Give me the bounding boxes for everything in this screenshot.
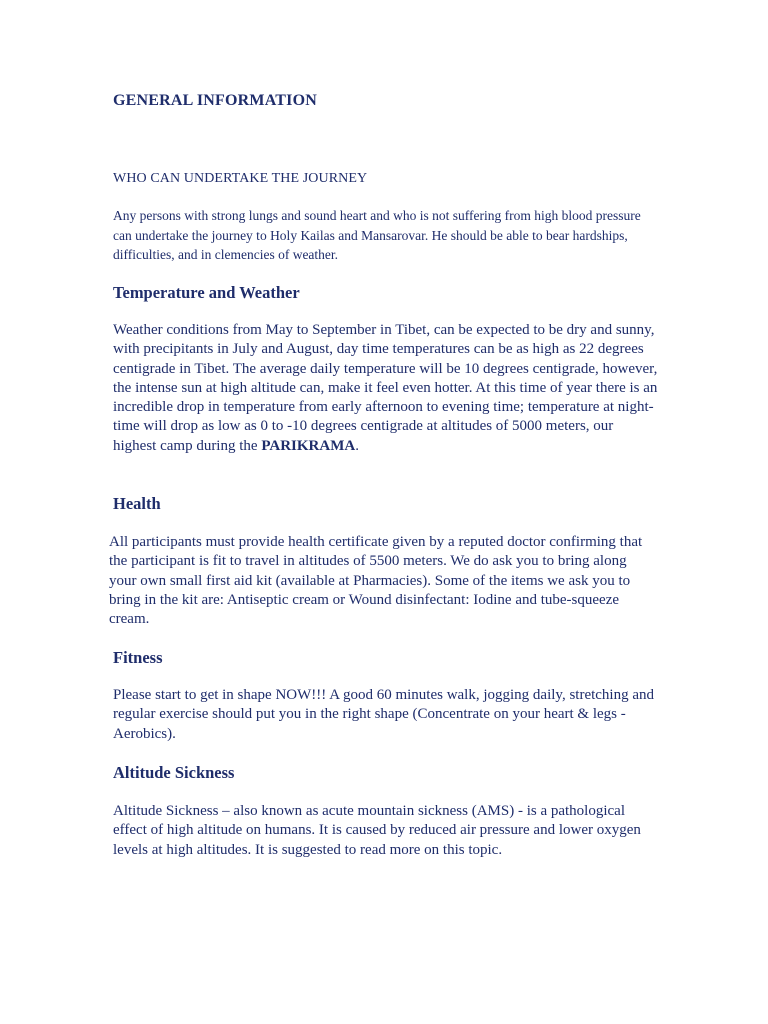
section-paragraph-altitude: Altitude Sickness – also known as acute mountain sickness (AMS) - is a pathological effect of high altitude on humans. It is caused by reduced air pressure and lower oxygen levels at high altitudes. It is suggested to read more on this topic. [113, 803, 641, 858]
section-paragraph-fitness: Please start to get in shape NOW!!! A good 60 minutes walk, jogging daily, stretching and regular exercise should put you in the right shape (Concentrate on your heart & legs - Aerobics). [113, 687, 655, 742]
section-heading-temperature: Temperature and Weather [113, 283, 300, 302]
parikrama-emphasis: PARIKRAMA [261, 437, 356, 454]
temperature-text: Weather conditions from May to September in Tibet, can be expected to be dry and sunny, with precipitants in July and August, day time temperatures can be as high as 22 degrees centigrade in Tibet. The average daily temperature will be 10 degrees centigrade, however, the intense sun at high altitude can, make it feel even hotter. At this time of year there is an incredible drop in temperature from early afternoon to evening time; temperature at night-time will drop as low as 0 to -10 degrees centigrade at altitudes of 5000 meters, our highest camp during the [113, 322, 658, 454]
page-title: GENERAL INFORMATION [113, 92, 317, 109]
section-heading-health: Health [113, 494, 161, 513]
section-heading-altitude: Altitude Sickness [113, 763, 235, 782]
section-paragraph-temperature [113, 321, 658, 456]
temperature-tail: . [355, 437, 359, 454]
who-paragraph: Any persons with strong lungs and sound heart and who is not suffering from high blood pressure can undertake the journey to Holy Kailas and Mansarovar. He should be able to bear hardships, difficulties, and in clemencies of weather. [113, 208, 641, 262]
section-heading-fitness: Fitness [113, 648, 163, 667]
who-heading: WHO CAN UNDERTAKE THE JOURNEY [113, 171, 368, 186]
section-paragraph-health: All participants must provide health certificate given by a reputed doctor confirming that the participant is fit to travel in altitudes of 5500 meters. We do ask you to bring along your own small first aid kit (available at Pharmacies). Some of the items we ask you to bring in the kit are: Antiseptic cream or Wound disinfectant: Iodine and tube-squeeze cream. [109, 534, 643, 628]
